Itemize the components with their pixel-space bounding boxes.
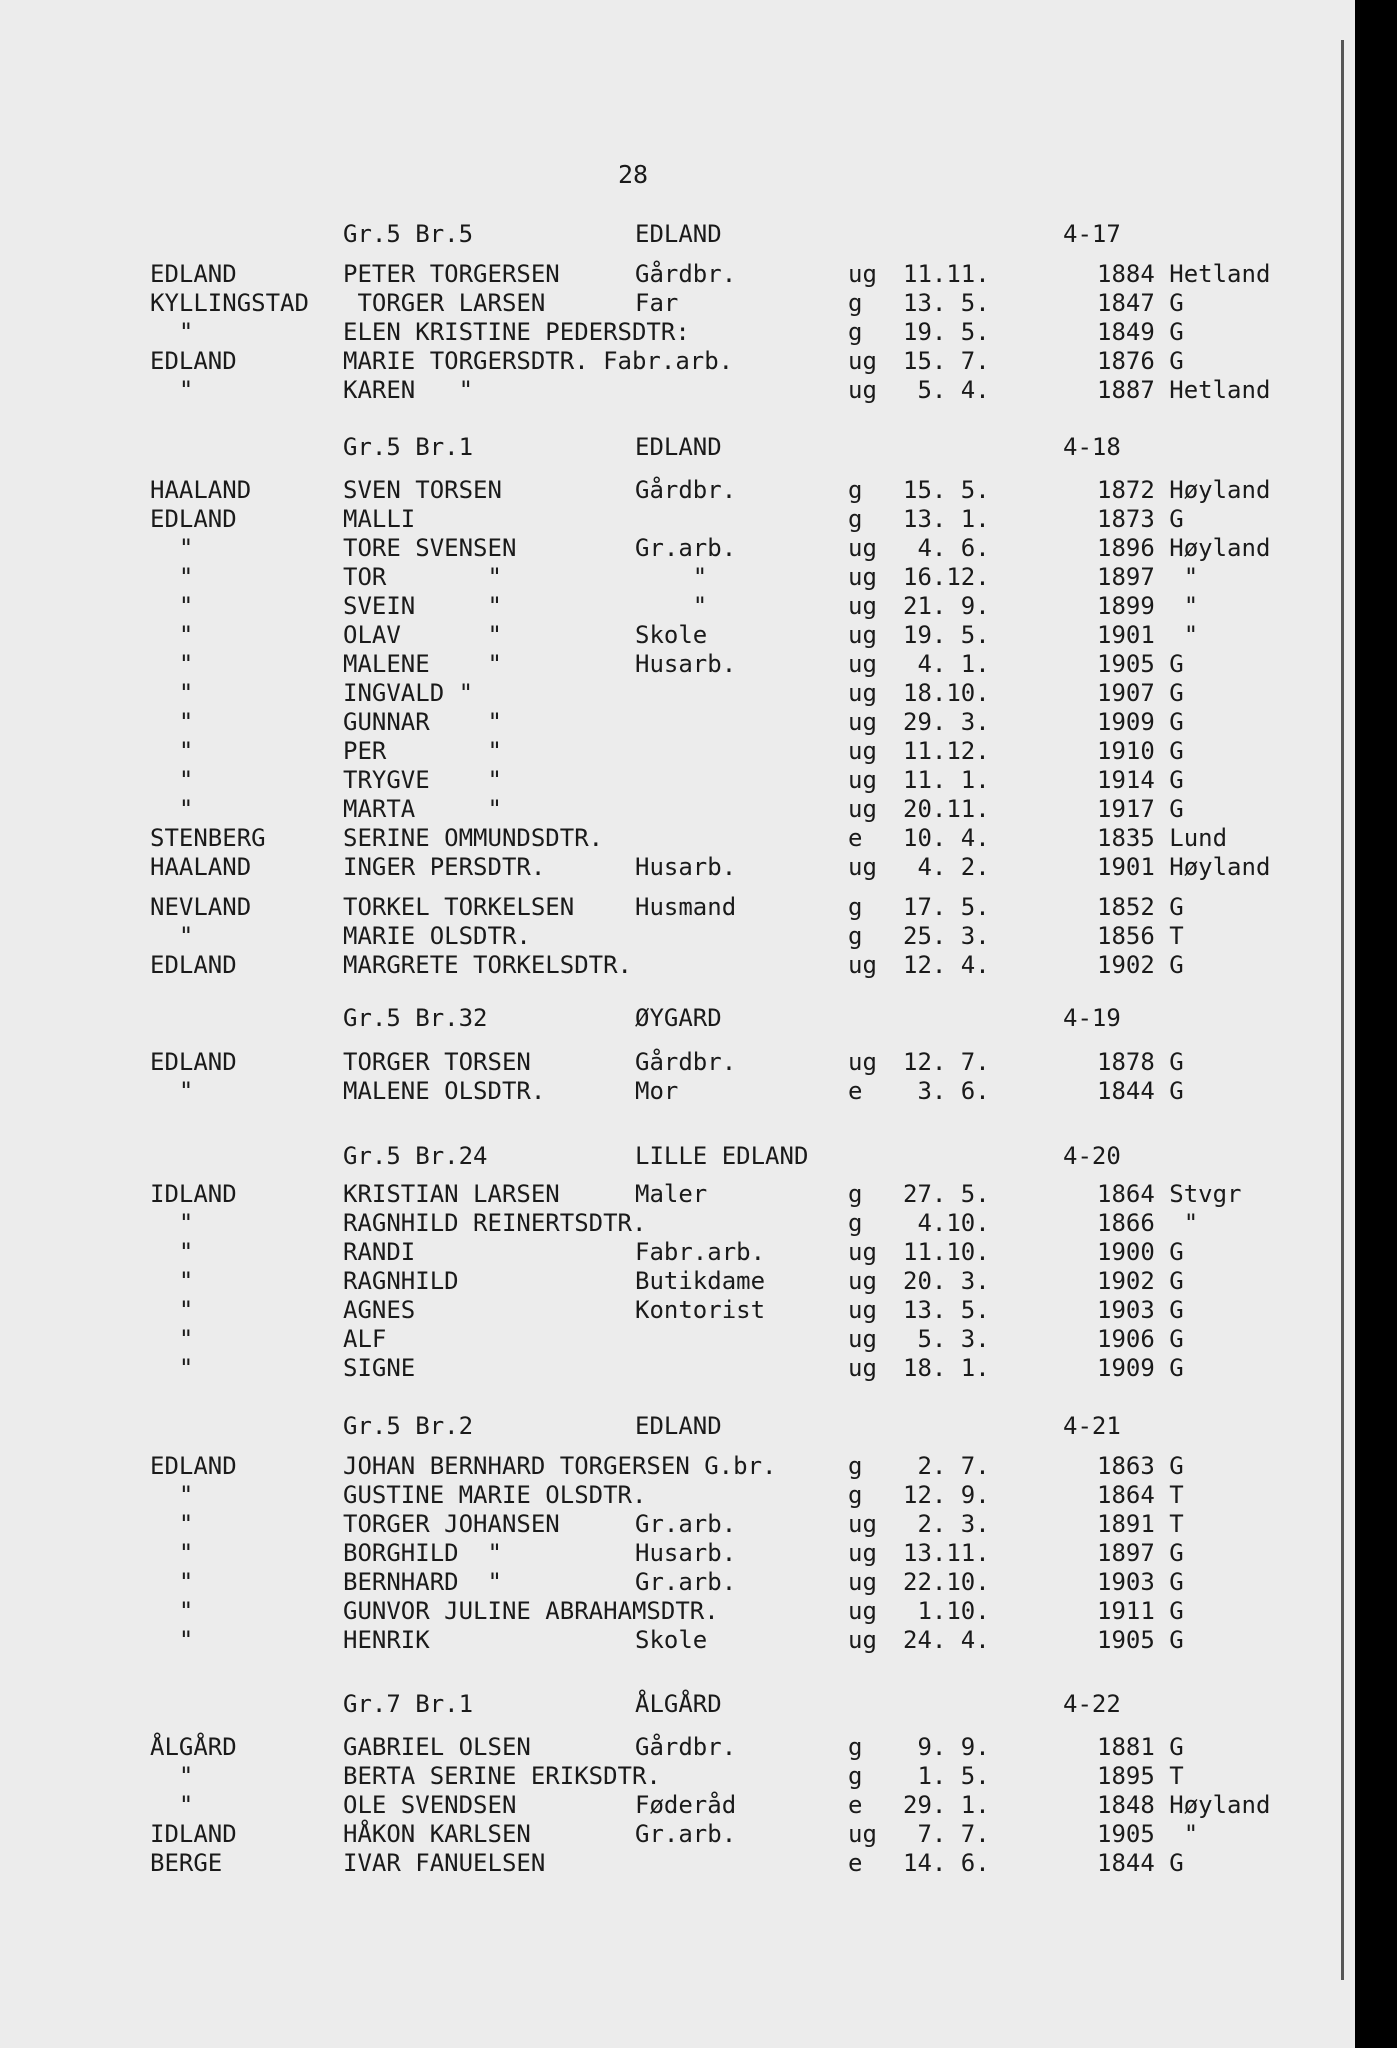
group-code: 4-20 [1063,1142,1121,1170]
occupation-cell: " [635,563,708,591]
occupation-cell: Gr.arb. [635,1820,737,1848]
birth-year-place-cell: 1866 " [1097,1209,1199,1237]
birth-year-place-cell: 1887 Hetland [1097,376,1271,404]
civil-status-cell: ug [848,1539,877,1567]
occupation-cell: Butikdame [635,1267,766,1295]
place-cell: " [150,679,194,707]
farm-name: EDLAND [635,1412,722,1440]
birth-year-place-cell: 1911 G [1097,1597,1184,1625]
name-cell: TORGER TORSEN [343,1048,531,1076]
group-reference: Gr.7 Br.1 [343,1690,474,1718]
civil-status-cell: e [848,1791,863,1819]
name-cell: ELEN KRISTINE PEDERSDTR: [343,318,690,346]
civil-status-cell: ug [848,621,877,649]
civil-status-cell: ug [848,1626,877,1654]
name-cell: OLAV " [343,621,502,649]
birth-date-cell: 11.11. [903,260,990,288]
place-cell: " [150,922,194,950]
occupation-cell: Føderåd [635,1791,737,1819]
civil-status-cell: g [848,476,863,504]
name-cell: PETER TORGERSEN [343,260,560,288]
birth-year-place-cell: 1905 G [1097,650,1184,678]
place-cell: ÅLGÅRD [150,1733,237,1761]
civil-status-cell: g [848,893,863,921]
civil-status-cell: ug [848,347,877,375]
civil-status-cell: ug [848,1510,877,1538]
name-cell: OLE SVENDSEN [343,1791,517,1819]
civil-status-cell: g [848,1481,863,1509]
birth-date-cell: 5. 4. [903,376,990,404]
birth-date-cell: 15. 5. [903,476,990,504]
birth-date-cell: 29. 1. [903,1791,990,1819]
civil-status-cell: g [848,318,863,346]
occupation-cell: Mor [635,1077,679,1105]
occupation-cell: Far [635,289,679,317]
civil-status-cell: ug [848,951,877,979]
name-cell: KAREN " [343,376,474,404]
civil-status-cell: ug [848,1820,877,1848]
birth-year-place-cell: 1910 G [1097,737,1184,765]
birth-date-cell: 20. 3. [903,1267,990,1295]
birth-year-place-cell: 1896 Høyland [1097,534,1271,562]
name-cell: TORGER LARSEN [343,289,546,317]
birth-year-place-cell: 1914 G [1097,766,1184,794]
place-cell: " [150,1626,194,1654]
birth-date-cell: 19. 5. [903,621,990,649]
civil-status-cell: ug [848,679,877,707]
birth-year-place-cell: 1909 G [1097,1354,1184,1382]
place-cell: EDLAND [150,951,237,979]
occupation-cell: Gårdbr. [635,260,737,288]
civil-status-cell: ug [848,1238,877,1266]
occupation-cell: Gr.arb. [635,534,737,562]
birth-date-cell: 12. 7. [903,1048,990,1076]
place-cell: " [150,1238,194,1266]
name-cell: TORE SVENSEN [343,534,517,562]
group-code: 4-22 [1063,1690,1121,1718]
birth-year-place-cell: 1876 G [1097,347,1184,375]
name-cell: GUNVOR JULINE ABRAHAMSDTR. [343,1597,719,1625]
birth-date-cell: 18. 1. [903,1354,990,1382]
place-cell: " [150,795,194,823]
birth-date-cell: 12. 4. [903,951,990,979]
name-cell: TORGER JOHANSEN [343,1510,560,1538]
birth-date-cell: 20.11. [903,795,990,823]
birth-date-cell: 1.10. [903,1597,990,1625]
birth-year-place-cell: 1901 " [1097,621,1199,649]
place-cell: STENBERG [150,824,266,852]
place-cell: " [150,1077,194,1105]
civil-status-cell: ug [848,1267,877,1295]
name-cell: TOR " [343,563,502,591]
farm-name: EDLAND [635,433,722,461]
place-cell: " [150,1296,194,1324]
place-cell: " [150,766,194,794]
civil-status-cell: ug [848,1048,877,1076]
birth-year-place-cell: 1906 G [1097,1325,1184,1353]
name-cell: MALLI [343,505,416,533]
place-cell: EDLAND [150,1048,237,1076]
civil-status-cell: g [848,505,863,533]
birth-date-cell: 10. 4. [903,824,990,852]
birth-year-place-cell: 1917 G [1097,795,1184,823]
place-cell: IDLAND [150,1820,237,1848]
name-cell: MARGRETE TORKELSDTR. [343,951,632,979]
civil-status-cell: g [848,1762,863,1790]
civil-status-cell: ug [848,737,877,765]
civil-status-cell: g [848,289,863,317]
birth-date-cell: 11.12. [903,737,990,765]
birth-year-place-cell: 1909 G [1097,708,1184,736]
place-cell: " [150,1762,194,1790]
birth-year-place-cell: 1864 Stvgr [1097,1180,1242,1208]
birth-year-place-cell: 1864 T [1097,1481,1184,1509]
civil-status-cell: ug [848,650,877,678]
name-cell: TORKEL TORKELSEN [343,893,575,921]
birth-date-cell: 3. 6. [903,1077,990,1105]
place-cell: " [150,563,194,591]
birth-date-cell: 11.10. [903,1238,990,1266]
name-cell: BERNHARD " [343,1568,502,1596]
birth-year-place-cell: 1884 Hetland [1097,260,1271,288]
birth-date-cell: 4. 2. [903,853,990,881]
civil-status-cell: ug [848,376,877,404]
name-cell: ALF [343,1325,387,1353]
civil-status-cell: g [848,1733,863,1761]
birth-date-cell: 2. 3. [903,1510,990,1538]
civil-status-cell: ug [848,708,877,736]
name-cell: BERTA SERINE ERIKSDTR. [343,1762,661,1790]
name-cell: GABRIEL OLSEN [343,1733,531,1761]
name-cell: RAGNHILD [343,1267,459,1295]
civil-status-cell: g [848,922,863,950]
birth-year-place-cell: 1848 Høyland [1097,1791,1271,1819]
place-cell: " [150,1791,194,1819]
name-cell: RAGNHILD REINERTSDTR. [343,1209,647,1237]
civil-status-cell: ug [848,260,877,288]
group-reference: Gr.5 Br.5 [343,220,474,248]
birth-year-place-cell: 1899 " [1097,592,1199,620]
place-cell: " [150,1325,194,1353]
birth-date-cell: 4.10. [903,1209,990,1237]
civil-status-cell: g [848,1209,863,1237]
name-cell: GUSTINE MARIE OLSDTR. [343,1481,647,1509]
occupation-cell: Husarb. [635,853,737,881]
place-cell: " [150,1568,194,1596]
name-cell: INGVALD " [343,679,474,707]
occupation-cell: Gårdbr. [635,476,737,504]
name-cell: MALENE OLSDTR. [343,1077,546,1105]
birth-date-cell: 7. 7. [903,1820,990,1848]
birth-date-cell: 24. 4. [903,1626,990,1654]
birth-date-cell: 13. 5. [903,1296,990,1324]
occupation-cell: Husarb. [635,650,737,678]
group-code: 4-17 [1063,220,1121,248]
farm-name: ÅLGÅRD [635,1690,722,1718]
birth-date-cell: 19. 5. [903,318,990,346]
place-cell: " [150,376,194,404]
birth-date-cell: 18.10. [903,679,990,707]
place-cell: EDLAND [150,260,237,288]
birth-year-place-cell: 1844 G [1097,1849,1184,1877]
birth-date-cell: 4. 1. [903,650,990,678]
place-cell: EDLAND [150,1452,237,1480]
name-cell: MARIE OLSDTR. [343,922,531,950]
birth-year-place-cell: 1895 T [1097,1762,1184,1790]
birth-date-cell: 27. 5. [903,1180,990,1208]
occupation-cell: Husmand [635,893,737,921]
name-cell: INGER PERSDTR. [343,853,546,881]
birth-year-place-cell: 1897 G [1097,1539,1184,1567]
occupation-cell: Husarb. [635,1539,737,1567]
occupation-cell: Gårdbr. [635,1733,737,1761]
birth-date-cell: 1. 5. [903,1762,990,1790]
name-cell: SIGNE [343,1354,416,1382]
birth-year-place-cell: 1856 T [1097,922,1184,950]
birth-year-place-cell: 1852 G [1097,893,1184,921]
birth-year-place-cell: 1897 " [1097,563,1199,591]
place-cell: " [150,1539,194,1567]
birth-year-place-cell: 1863 G [1097,1452,1184,1480]
civil-status-cell: ug [848,795,877,823]
occupation-cell: Skole [635,621,708,649]
place-cell: IDLAND [150,1180,237,1208]
civil-status-cell: e [848,1077,863,1105]
group-code: 4-21 [1063,1412,1121,1440]
occupation-cell: Gr.arb. [635,1510,737,1538]
birth-date-cell: 13. 5. [903,289,990,317]
place-cell: " [150,708,194,736]
civil-status-cell: ug [848,1296,877,1324]
civil-status-cell: e [848,824,863,852]
name-cell: PER " [343,737,502,765]
name-cell: SVEN TORSEN [343,476,502,504]
birth-year-place-cell: 1907 G [1097,679,1184,707]
birth-date-cell: 29. 3. [903,708,990,736]
occupation-cell: Fabr.arb. [635,1238,766,1266]
group-reference: Gr.5 Br.2 [343,1412,474,1440]
name-cell: HENRIK [343,1626,430,1654]
birth-date-cell: 9. 9. [903,1733,990,1761]
group-code: 4-18 [1063,433,1121,461]
place-cell: " [150,1267,194,1295]
place-cell: KYLLINGSTAD [150,289,309,317]
group-reference: Gr.5 Br.32 [343,1004,488,1032]
civil-status-cell: ug [848,853,877,881]
birth-date-cell: 5. 3. [903,1325,990,1353]
civil-status-cell: ug [848,592,877,620]
occupation-cell: " [635,592,708,620]
birth-date-cell: 4. 6. [903,534,990,562]
place-cell: " [150,318,194,346]
birth-year-place-cell: 1849 G [1097,318,1184,346]
birth-year-place-cell: 1881 G [1097,1733,1184,1761]
place-cell: " [150,650,194,678]
birth-year-place-cell: 1902 G [1097,1267,1184,1295]
place-cell: HAALAND [150,853,252,881]
civil-status-cell: ug [848,1325,877,1353]
birth-date-cell: 21. 9. [903,592,990,620]
birth-year-place-cell: 1873 G [1097,505,1184,533]
scan-edge [1341,40,1344,1980]
place-cell: " [150,1510,194,1538]
place-cell: " [150,1481,194,1509]
birth-year-place-cell: 1905 G [1097,1626,1184,1654]
birth-date-cell: 25. 3. [903,922,990,950]
place-cell: " [150,621,194,649]
name-cell: MARIE TORGERSDTR. Fabr.arb. [343,347,734,375]
civil-status-cell: ug [848,1354,877,1382]
place-cell: EDLAND [150,505,237,533]
group-reference: Gr.5 Br.24 [343,1142,488,1170]
name-cell: GUNNAR " [343,708,502,736]
name-cell: SERINE OMMUNDSDTR. [343,824,604,852]
civil-status-cell: ug [848,534,877,562]
birth-date-cell: 17. 5. [903,893,990,921]
civil-status-cell: ug [848,1568,877,1596]
birth-year-place-cell: 1901 Høyland [1097,853,1271,881]
farm-name: EDLAND [635,220,722,248]
occupation-cell: Gårdbr. [635,1048,737,1076]
name-cell: MARTA " [343,795,502,823]
group-code: 4-19 [1063,1004,1121,1032]
birth-year-place-cell: 1872 Høyland [1097,476,1271,504]
birth-date-cell: 12. 9. [903,1481,990,1509]
place-cell: " [150,1209,194,1237]
birth-year-place-cell: 1878 G [1097,1048,1184,1076]
occupation-cell: Skole [635,1626,708,1654]
name-cell: SVEIN " [343,592,502,620]
occupation-cell: Maler [635,1180,708,1208]
name-cell: BORGHILD " [343,1539,502,1567]
occupation-cell: Gr.arb. [635,1568,737,1596]
place-cell: " [150,534,194,562]
name-cell: HÅKON KARLSEN [343,1820,531,1848]
name-cell: IVAR FANUELSEN [343,1849,546,1877]
civil-status-cell: ug [848,1597,877,1625]
group-reference: Gr.5 Br.1 [343,433,474,461]
birth-date-cell: 22.10. [903,1568,990,1596]
civil-status-cell: g [848,1452,863,1480]
place-cell: " [150,1597,194,1625]
birth-date-cell: 14. 6. [903,1849,990,1877]
birth-year-place-cell: 1902 G [1097,951,1184,979]
birth-year-place-cell: 1847 G [1097,289,1184,317]
place-cell: " [150,737,194,765]
birth-date-cell: 2. 7. [903,1452,990,1480]
birth-year-place-cell: 1905 " [1097,1820,1199,1848]
place-cell: " [150,592,194,620]
civil-status-cell: g [848,1180,863,1208]
farm-name: LILLE EDLAND [635,1142,809,1170]
place-cell: NEVLAND [150,893,252,921]
birth-date-cell: 15. 7. [903,347,990,375]
occupation-cell: Kontorist [635,1296,766,1324]
birth-year-place-cell: 1903 G [1097,1296,1184,1324]
farm-name: ØYGARD [635,1004,722,1032]
birth-date-cell: 16.12. [903,563,990,591]
birth-date-cell: 13. 1. [903,505,990,533]
place-cell: " [150,1354,194,1382]
birth-year-place-cell: 1891 T [1097,1510,1184,1538]
civil-status-cell: ug [848,766,877,794]
birth-date-cell: 11. 1. [903,766,990,794]
birth-year-place-cell: 1835 Lund [1097,824,1228,852]
birth-date-cell: 13.11. [903,1539,990,1567]
name-cell: KRISTIAN LARSEN [343,1180,560,1208]
name-cell: MALENE " [343,650,502,678]
civil-status-cell: e [848,1849,863,1877]
civil-status-cell: ug [848,563,877,591]
name-cell: JOHAN BERNHARD TORGERSEN G.br. [343,1452,777,1480]
birth-year-place-cell: 1903 G [1097,1568,1184,1596]
page-number: 28 [618,160,649,189]
name-cell: TRYGVE " [343,766,502,794]
name-cell: AGNES [343,1296,416,1324]
name-cell: RANDI [343,1238,416,1266]
place-cell: EDLAND [150,347,237,375]
place-cell: BERGE [150,1849,223,1877]
birth-year-place-cell: 1900 G [1097,1238,1184,1266]
place-cell: HAALAND [150,476,252,504]
birth-year-place-cell: 1844 G [1097,1077,1184,1105]
